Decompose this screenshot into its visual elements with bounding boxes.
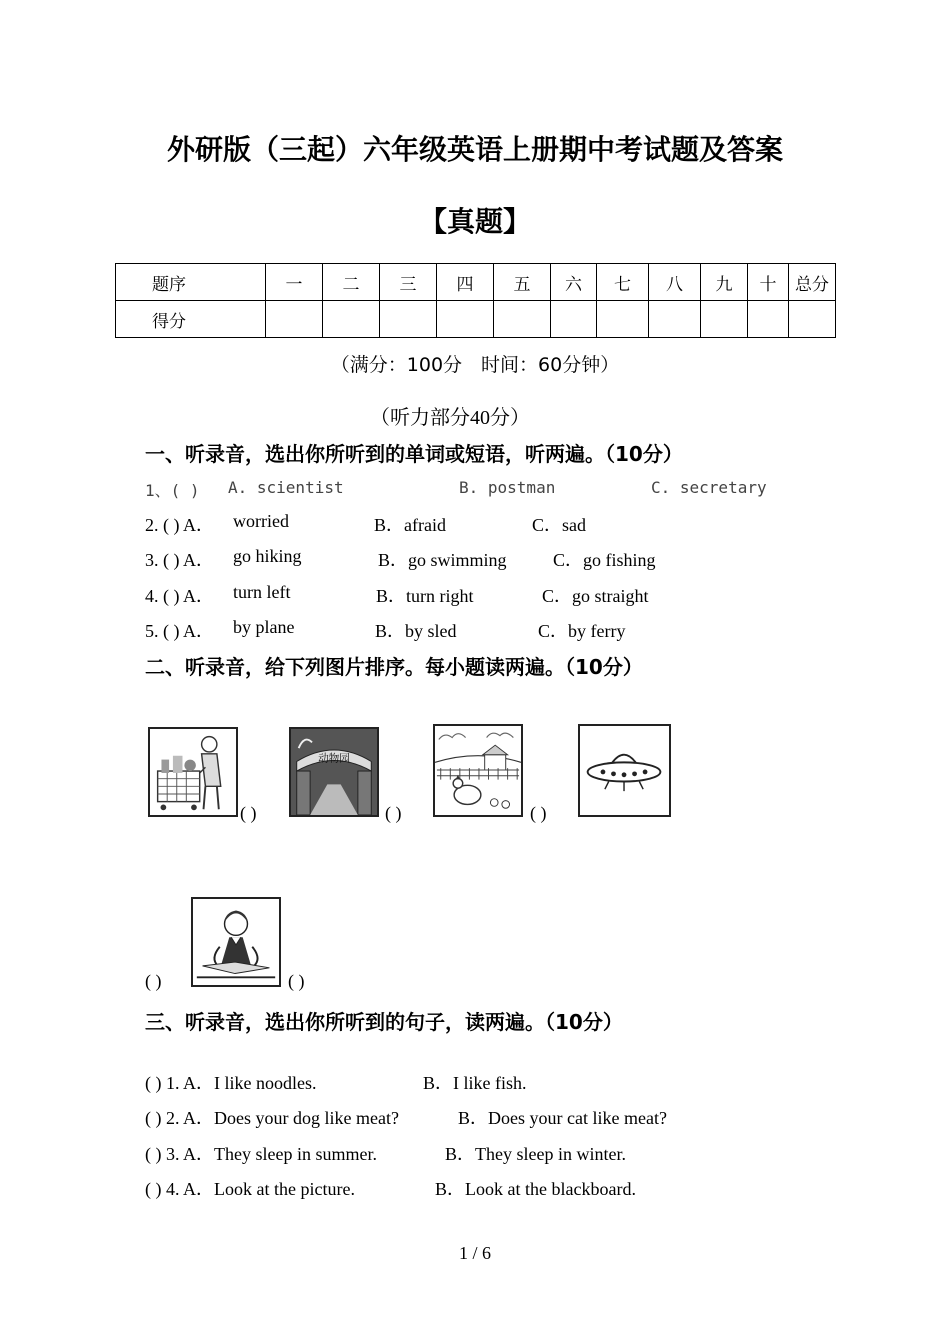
exam-info: （满分：100分 时间：60分钟） bbox=[330, 354, 620, 376]
q5-option-b: B．by sled bbox=[375, 621, 457, 641]
page-subtitle: 【真题】 bbox=[418, 205, 531, 238]
q1-prefix: 1、( ) bbox=[145, 481, 200, 500]
q5-option-a: by plane bbox=[233, 617, 295, 637]
score-table bbox=[115, 263, 836, 338]
q3-prefix: 3. ( ) A． bbox=[145, 550, 214, 570]
zoo-picture bbox=[289, 727, 379, 817]
section3-heading: 三、听录音，选出你所听到的句子，读两遍。（10分） bbox=[145, 1010, 623, 1034]
s3-item-3-option-a: ( ) 3. A．They sleep in summer. bbox=[145, 1144, 377, 1164]
answer-blank-4[interactable]: ( ) bbox=[145, 971, 162, 991]
page-number: 1 / 6 bbox=[458, 1243, 491, 1263]
score-cell: 八 bbox=[649, 264, 701, 301]
score-input-cell[interactable] bbox=[323, 301, 380, 338]
score-cell: 二 bbox=[323, 264, 380, 301]
shopping-picture bbox=[148, 727, 238, 817]
q4-option-a: turn left bbox=[233, 582, 291, 602]
s3-item-3-option-b: B．They sleep in winter. bbox=[445, 1144, 626, 1164]
score-cell: 题序 bbox=[116, 264, 266, 301]
q2-option-c: C．sad bbox=[532, 515, 586, 535]
answer-blank-3[interactable]: ( ) bbox=[530, 803, 547, 823]
s3-item-4-option-a: ( ) 4. A．Look at the picture. bbox=[145, 1179, 355, 1199]
score-cell: 九 bbox=[701, 264, 748, 301]
answer-blank-5[interactable]: ( ) bbox=[288, 971, 305, 991]
score-table-score-row bbox=[116, 301, 836, 338]
score-input-cell[interactable] bbox=[437, 301, 494, 338]
q5-option-c: C．by ferry bbox=[538, 621, 626, 641]
score-input-cell[interactable] bbox=[649, 301, 701, 338]
s3-item-1-option-a: ( ) 1. A．I like noodles. bbox=[145, 1073, 317, 1093]
score-input-cell[interactable] bbox=[748, 301, 789, 338]
shopping-cart-icon bbox=[150, 729, 236, 815]
q3-option-b: B．go swimming bbox=[378, 550, 507, 570]
zoo-sign-text: 动物园 bbox=[318, 752, 350, 765]
page-title: 外研版（三起）六年级英语上册期中考试题及答案 bbox=[166, 133, 783, 166]
teacher-icon bbox=[193, 899, 279, 985]
q4-prefix: 4. ( ) A． bbox=[145, 586, 214, 606]
score-cell: 四 bbox=[437, 264, 494, 301]
section2-heading: 二、听录音，给下列图片排序。每小题读两遍。（10分） bbox=[145, 655, 643, 679]
s3-item-2-option-b: B．Does your cat like meat? bbox=[458, 1108, 667, 1128]
q2-prefix: 2. ( ) A． bbox=[145, 515, 214, 535]
zoo-gate-icon bbox=[291, 729, 377, 815]
farm-icon bbox=[435, 726, 521, 815]
s3-item-1-option-b: B．I like fish. bbox=[423, 1073, 527, 1093]
s3-item-4-option-b: B．Look at the blackboard. bbox=[435, 1179, 636, 1199]
score-cell: 一 bbox=[266, 264, 323, 301]
ufo-picture bbox=[578, 724, 671, 817]
score-cell: 三 bbox=[380, 264, 437, 301]
listening-part-label: （听力部分40分） bbox=[370, 407, 530, 429]
score-input-cell[interactable] bbox=[266, 301, 323, 338]
score-cell: 总分 bbox=[789, 264, 836, 301]
teacher-picture bbox=[191, 897, 281, 987]
farm-picture bbox=[433, 724, 523, 817]
q5-prefix: 5. ( ) A． bbox=[145, 621, 214, 641]
score-input-cell[interactable] bbox=[701, 301, 748, 338]
score-row-label: 得分 bbox=[116, 301, 266, 338]
ufo-icon bbox=[580, 726, 669, 815]
score-input-cell[interactable] bbox=[494, 301, 551, 338]
s3-item-2-option-a: ( ) 2. A．Does your dog like meat? bbox=[145, 1108, 399, 1128]
section1-heading: 一、听录音，选出你所听到的单词或短语，听两遍。（10分） bbox=[145, 442, 683, 466]
q2-option-a: worried bbox=[233, 511, 289, 531]
q1-option-a: A. scientist bbox=[228, 478, 344, 497]
score-input-cell[interactable] bbox=[380, 301, 437, 338]
q4-option-c: C．go straight bbox=[542, 586, 649, 606]
answer-blank-1[interactable]: ( ) bbox=[240, 803, 257, 823]
score-cell: 六 bbox=[551, 264, 597, 301]
score-cell: 十 bbox=[748, 264, 789, 301]
q4-option-b: B．turn right bbox=[376, 586, 474, 606]
answer-blank-2[interactable]: ( ) bbox=[385, 803, 402, 823]
score-input-cell[interactable] bbox=[597, 301, 649, 338]
score-cell: 五 bbox=[494, 264, 551, 301]
score-input-cell[interactable] bbox=[789, 301, 836, 338]
q1-option-b: B. postman bbox=[459, 478, 556, 497]
score-table-header-row bbox=[116, 264, 836, 301]
score-cell: 七 bbox=[597, 264, 649, 301]
q3-option-a: go hiking bbox=[233, 546, 302, 566]
score-input-cell[interactable] bbox=[551, 301, 597, 338]
q3-option-c: C．go fishing bbox=[553, 550, 656, 570]
q1-option-c: C. secretary bbox=[651, 478, 767, 497]
q2-option-b: B．afraid bbox=[374, 515, 446, 535]
